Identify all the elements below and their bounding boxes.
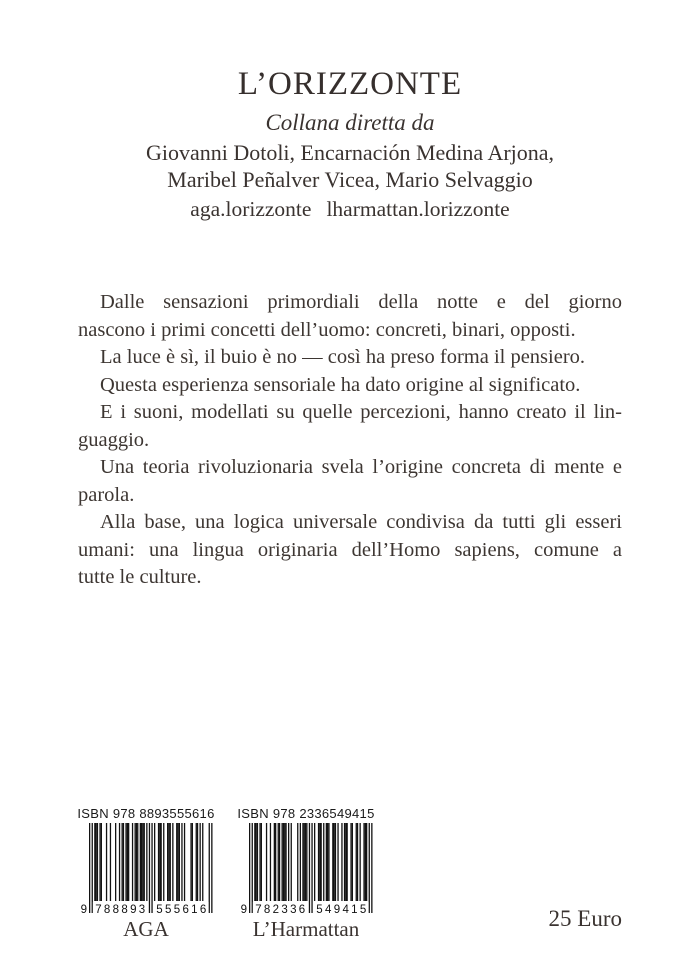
ean-barcode (236, 823, 376, 915)
blurb-line: E i suoni, modellati su quelle percezioni, hanno creato il lin- (100, 401, 622, 423)
blurb-line: parola. (78, 483, 135, 506)
blurb-line: Una teoria rivoluzionaria svela l’origine concreta di mente e (100, 456, 622, 478)
back-cover-blurb (78, 289, 622, 592)
isbn-label: ISBN 978 8893555616 (77, 806, 215, 821)
barcode-block-lharmattan (236, 806, 376, 942)
barcode-digits: 788893 (95, 904, 146, 915)
blurb-line: Questa esperienza sensoriale ha dato origine al significato. (100, 373, 581, 396)
blurb-line: umani: una lingua originaria dell’Homo sapiens, comune a (78, 538, 622, 561)
series-header (0, 66, 700, 222)
barcode-digits: 9 (240, 904, 247, 915)
blurb-paragraph (78, 372, 622, 400)
series-link-lharmattan: lharmattan.lorizzonte (326, 197, 510, 221)
blurb-line: Alla base, una logica universale condivisa da tutti gli esseri (100, 511, 622, 533)
blurb-paragraph (78, 399, 622, 454)
series-subtitle: Collana diretta da (265, 110, 435, 135)
series-directors (0, 140, 700, 193)
directors-line-1: Giovanni Dotoli, Encarnación Medina Arjona, (145, 140, 555, 165)
blurb-paragraph (78, 344, 622, 372)
blurb-paragraph (78, 454, 622, 509)
blurb-line: Dalle sensazioni primordiali della notte e del giorno (100, 291, 622, 313)
price-label: 25 Euro (548, 906, 622, 931)
blurb-paragraph (78, 289, 622, 344)
isbn-label: ISBN 978 2336549415 (237, 806, 375, 821)
barcode-digits: 9 (80, 904, 87, 915)
barcode-block-aga (76, 806, 216, 942)
publisher-name: AGA (123, 917, 169, 941)
blurb-line: La luce è sì, il buio è no — così ha preso forma il pensiero. (100, 346, 586, 368)
series-title: L’ORIZZONTE (237, 66, 463, 102)
blurb-line: nascono i primi concetti dell’uomo: concreti, binari, opposti. (78, 318, 576, 341)
barcode-digits: 549415 (316, 904, 367, 915)
blurb-line: tutte le culture. (78, 566, 202, 588)
ean-barcode (76, 823, 216, 915)
barcode-digits: 555616 (156, 904, 207, 915)
blurb-line: guaggio. (78, 428, 150, 451)
series-link-aga: aga.lorizzonte (190, 197, 312, 221)
series-links (0, 197, 700, 222)
directors-line-2: Maribel Peñalver Vicea, Mario Selvaggio (167, 166, 533, 192)
barcode-digits: 782336 (255, 904, 306, 915)
publisher-name: L’Harmattan (252, 917, 360, 941)
blurb-paragraph (78, 509, 622, 592)
